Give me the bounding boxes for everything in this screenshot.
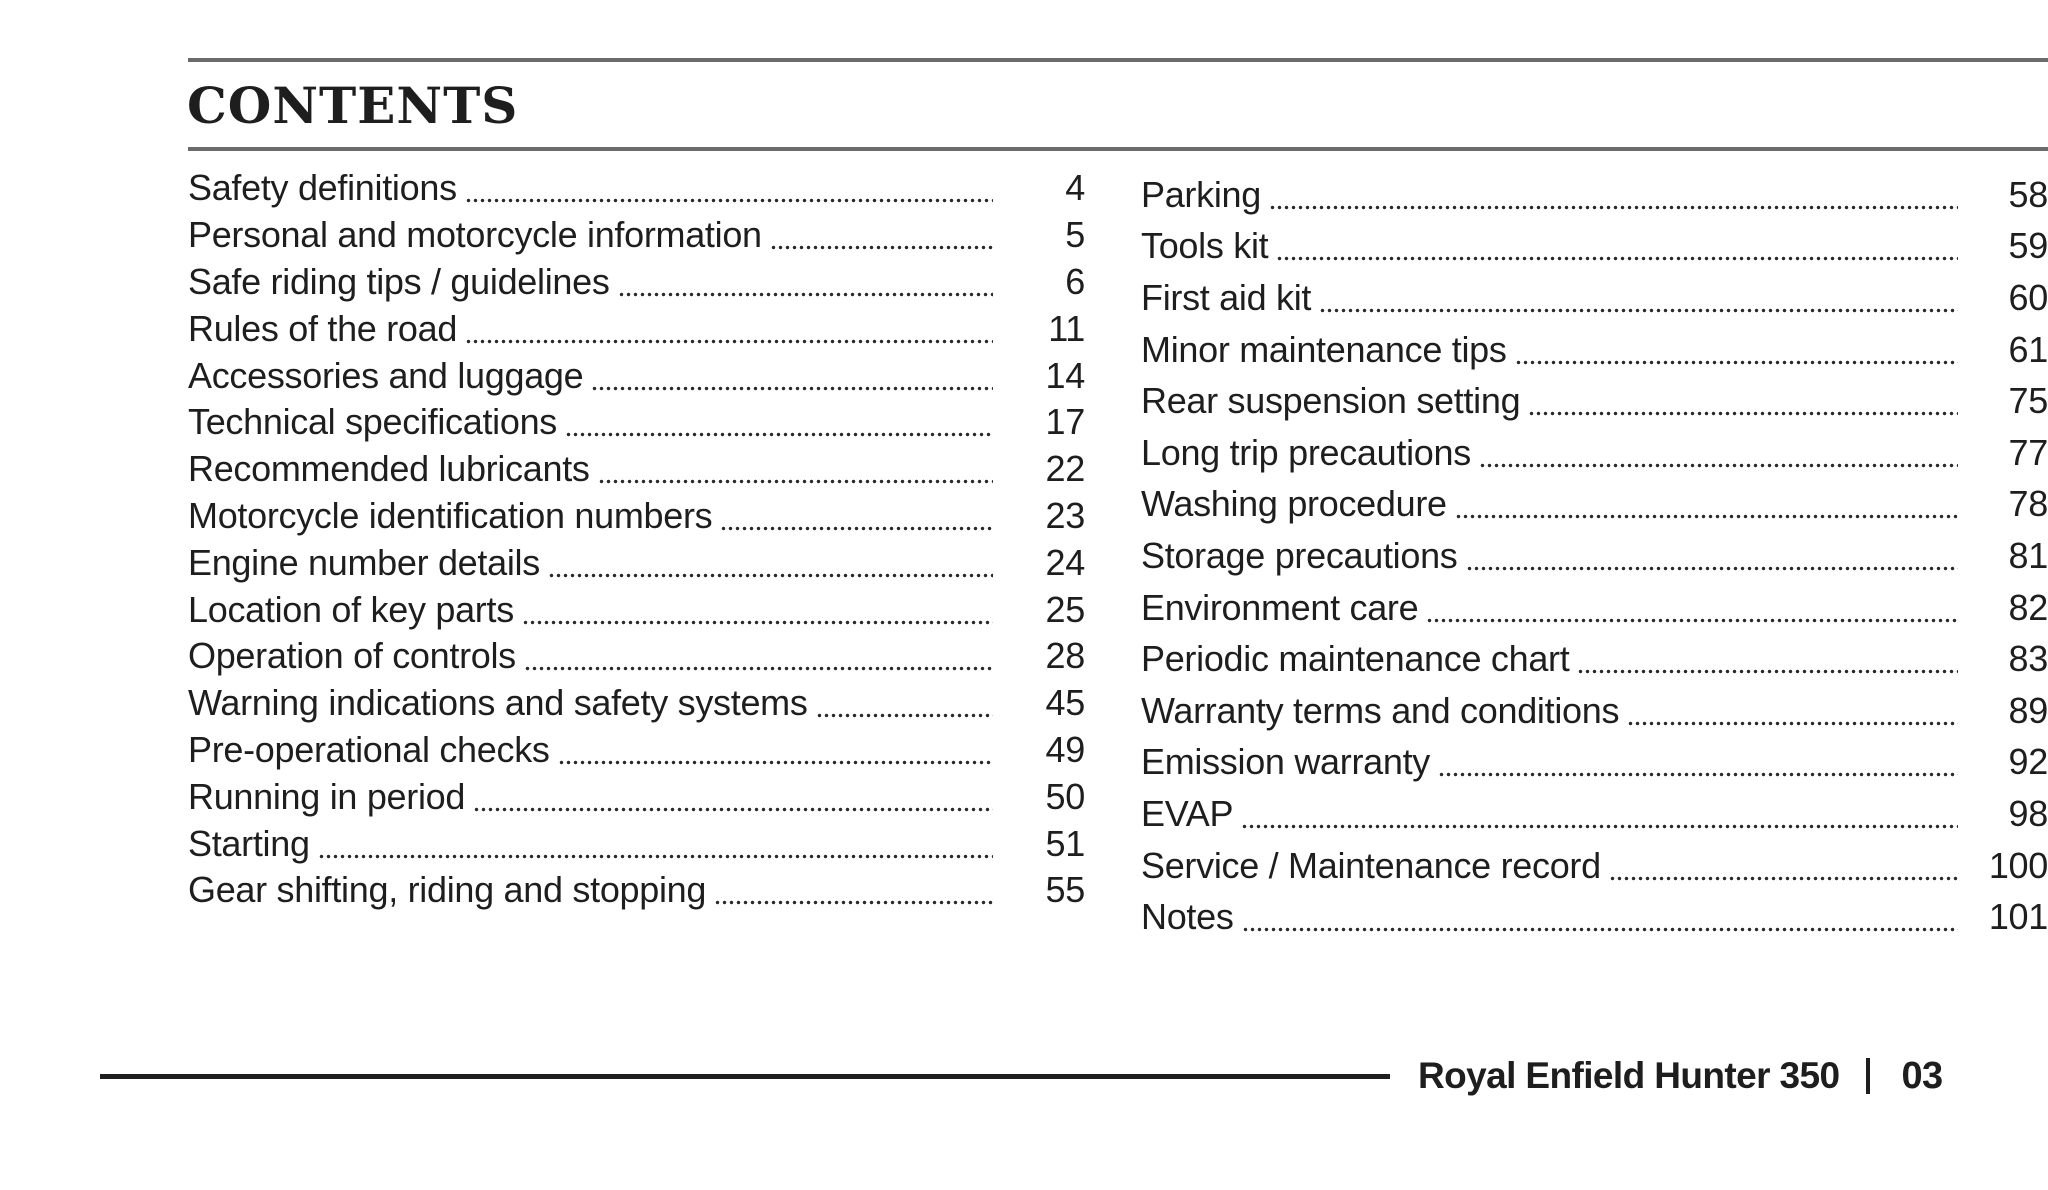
toc-entry-page: 77 [2008,431,2048,473]
dot-leader [1479,437,1958,469]
toc-entry[interactable] [1141,169,2048,221]
toc-entry-label: Notes [1141,896,1234,938]
toc-entry-page: 55 [1045,869,1085,911]
toc-entry-page: 50 [1045,775,1085,817]
toc-entry-label: Technical specifications [188,401,557,443]
toc-entry-page: 58 [2008,173,2048,215]
toc-entry-label: Rules of the road [188,307,458,349]
dot-leader [1466,540,1958,572]
toc-entry-page: 5 [1065,214,1085,256]
toc-entry-label: Location of key parts [188,588,514,630]
footer [1418,1048,1943,1104]
toc-entry-label: Parking [1141,173,1261,215]
toc-entry-page: 22 [1045,448,1085,490]
toc-entry-label: Rear suspension setting [1141,380,1521,422]
dot-leader [465,313,993,345]
toc-entry-label: Recommended lubricants [188,448,590,490]
toc-entry[interactable] [188,212,1093,259]
toc-entry-page: 11 [1048,307,1085,349]
toc-entry-page: 61 [2008,328,2048,370]
dot-leader [1438,746,1958,778]
toc-entry-label: Running in period [188,775,466,817]
footer-separator [1866,1058,1870,1094]
toc-entry[interactable] [1141,633,2048,685]
toc-entry-page: 60 [2008,276,2048,318]
dot-leader [1276,230,1958,262]
toc-entry-label: Starting [188,822,310,864]
toc-entry-label: Safe riding tips / guidelines [188,260,610,302]
toc-entry-page: 59 [2008,225,2048,267]
dot-leader [816,687,993,719]
toc-entry-page: 51 [1045,822,1085,864]
toc-entry[interactable] [1141,788,2048,840]
toc-entry[interactable] [1141,324,2048,376]
toc-entry-page: 49 [1045,728,1085,770]
toc-entry[interactable] [188,352,1093,399]
toc-entry-page: 98 [2008,792,2048,834]
toc-entry-page: 92 [2008,741,2048,783]
toc-entry[interactable] [188,586,1093,633]
toc-entry-label: Environment care [1141,586,1419,628]
dot-leader [524,640,993,672]
toc-entry-page: 81 [2008,534,2048,576]
page-title: CONTENTS [187,76,519,135]
top-divider [188,58,2048,62]
dot-leader [1455,488,1958,520]
toc-entry-label: Washing procedure [1141,483,1447,525]
toc-entry[interactable] [1141,479,2048,531]
dot-leader [714,874,993,906]
toc-entry-page: 25 [1045,588,1085,630]
toc-entry-page: 100 [1988,844,2048,886]
toc-entry-page: 101 [1988,896,2048,938]
dot-leader [1319,282,1958,314]
toc-entry-page: 4 [1065,167,1085,209]
dot-leader [1426,592,1958,624]
toc-entry-page: 28 [1045,635,1085,677]
dot-leader [1528,385,1958,417]
dot-leader [1269,179,1958,211]
dot-leader [473,781,993,813]
toc-entry[interactable] [188,399,1093,446]
toc-entry-label: EVAP [1141,792,1234,834]
toc-entry-page: 45 [1045,682,1085,724]
toc-entry-label: Accessories and luggage [188,354,584,396]
toc-entry-label: Personal and motorcycle information [188,214,762,256]
footer-rule [100,1074,1390,1079]
toc-entry[interactable] [188,305,1093,352]
toc-entry-label: Warning indications and safety systems [188,682,808,724]
dot-leader [1577,643,1958,675]
toc-entry-page: 14 [1045,354,1085,396]
dot-leader [1627,695,1958,727]
dot-leader [618,266,993,298]
dot-leader [318,828,993,860]
toc-entry-page: 6 [1065,260,1085,302]
dot-leader [558,734,993,766]
toc-entry[interactable] [188,165,1093,212]
toc-entry-label: Engine number details [188,541,540,583]
dot-leader [1515,334,1958,366]
toc-entry-label: Long trip precautions [1141,431,1471,473]
toc-entry-label: Warranty terms and conditions [1141,689,1620,731]
toc-entry-label: Gear shifting, riding and stopping [188,869,707,911]
toc-entry-page: 83 [2008,638,2048,680]
toc-entry[interactable] [188,446,1093,493]
toc-entry[interactable] [188,633,1093,680]
dot-leader [1241,798,1958,830]
toc-entry-label: Motorcycle identification numbers [188,494,713,536]
toc-entry-label: Emission warranty [1141,741,1430,783]
toc-entry[interactable] [188,493,1093,540]
toc-entry[interactable] [1141,427,2048,479]
toc-entry[interactable] [188,867,1093,914]
toc-entry[interactable] [188,539,1093,586]
toc-entry[interactable] [1141,375,2048,427]
toc-entry-label: Operation of controls [188,635,516,677]
footer-page-number: 03 [1901,1054,1943,1097]
dot-leader [1609,850,1958,882]
toc-entry[interactable] [1141,840,2048,892]
toc-column-right [1141,169,2048,943]
dot-leader [770,219,993,251]
dot-leader [1242,901,1958,933]
toc-entry[interactable] [188,680,1093,727]
toc-entry[interactable] [188,727,1093,774]
toc-entry-label: Minor maintenance tips [1141,328,1507,370]
toc-entry[interactable] [1141,685,2048,737]
toc-entry-label: Service / Maintenance record [1141,844,1601,886]
toc-entry-label: Safety definitions [188,167,457,209]
dot-leader [465,172,993,204]
toc-entry-label: Tools kit [1141,225,1269,267]
toc-entry[interactable] [188,259,1093,306]
toc-entry-label: Periodic maintenance chart [1141,638,1570,680]
toc-entry-label: First aid kit [1141,276,1312,318]
toc-entry-page: 82 [2008,586,2048,628]
toc-entry[interactable] [1141,582,2048,634]
toc-entry-label: Storage precautions [1141,534,1458,576]
toc-entry-page: 78 [2008,483,2048,525]
toc-column-left [188,165,1093,914]
toc-entry-page: 23 [1045,494,1085,536]
dot-leader [720,500,993,532]
toc-entry[interactable] [1141,530,2048,582]
toc-entry-page: 89 [2008,689,2048,731]
title-divider [188,147,2048,151]
dot-leader [591,360,993,392]
toc-entry[interactable] [1141,737,2048,789]
toc-entry-page: 75 [2008,380,2048,422]
dot-leader [565,406,993,438]
footer-manual-title: Royal Enfield Hunter 350 [1418,1055,1840,1096]
toc-entry-page: 17 [1045,401,1085,443]
dot-leader [548,547,993,579]
toc-entry-label: Pre-operational checks [188,728,550,770]
toc-entry[interactable] [188,773,1093,820]
toc-entry[interactable] [1141,891,2048,943]
dot-leader [598,453,993,485]
toc-entry[interactable] [1141,272,2048,324]
toc-entry[interactable] [1141,221,2048,273]
toc-entry-page: 24 [1045,541,1085,583]
dot-leader [522,594,993,626]
toc-entry[interactable] [188,820,1093,867]
